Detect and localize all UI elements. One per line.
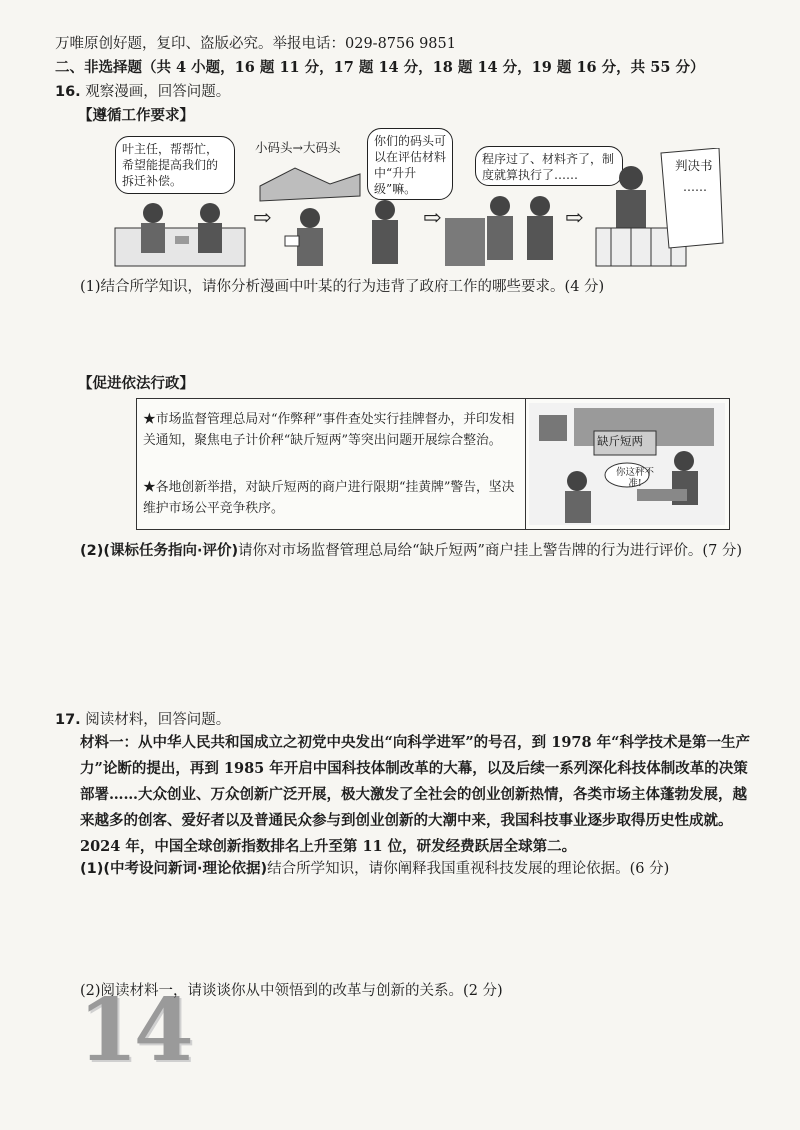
q17-material-text: 从中华人民共和国成立之初党中央发出“向科学进军”的号召，到 1978 年“科学技术是第一生产力”论断的提出，再到 1985 年开启中国科技体制改革的大幕，以及后续一系列深化科技体制改革的决策部署……大众创业、万众创新广泛开展，极大激发了全社会的创业创新热情，各类市场主体蓬勃发展，越来越多的创客、爱好者以及普通民众参与到创业创新的大潮中来，我国科技事业逐步取得历史性成就。2024 年，中国全球创新指数排名上升至第 11 位，研发经费跃居全球第二。: [80, 734, 750, 855]
comic-panel-3-figure: [345, 198, 425, 268]
q17-number: 17.: [55, 712, 81, 728]
q16-stem: 观察漫画，回答问题。: [85, 84, 231, 100]
material-divider: [525, 399, 526, 529]
material-bubble-text: 你这秤不准!: [615, 467, 654, 489]
comic-bubble-1: 叶主任，帮帮忙，希望能提高我们的拆迁补偿。: [115, 136, 235, 194]
comic-arrow-3: ⇨: [565, 206, 584, 231]
comic-bubble-4: 程序过了、材料齐了，制度就算执行了……: [475, 146, 623, 186]
q16-sub1: (1)结合所学知识，请你分析漫画中叶某的行为违背了政府工作的哪些要求。(4 分): [80, 279, 605, 295]
page-number: 14: [78, 980, 190, 1081]
copyright-notice: 万唯原创好题，复印、盗版必究。举报电话：029-8756 9851: [55, 36, 456, 52]
q17-header: [55, 710, 230, 730]
q17-material: [80, 730, 752, 860]
q17-sub1: [80, 858, 669, 880]
comic-arrow-1: ⇨: [253, 206, 272, 231]
q17-sub1-text: 结合所学知识，请你阐释我国重视科技发展的理论依据。(6 分): [267, 861, 670, 877]
q16-sub2-text: 请你对市场监督管理总局给“缺斤短两”商户挂上警告牌的行为进行评价。(7 分): [238, 543, 743, 559]
comic-arrow-2: ⇨: [423, 206, 442, 231]
comic-caption-2: 小码头→大码头: [255, 140, 341, 155]
q17-stem: 阅读材料，回答问题。: [85, 712, 231, 728]
q17-sub2: (2)阅读材料一，请谈谈你从中领悟到的改革与创新的关系。(2 分): [80, 983, 503, 999]
q16-number: 16.: [55, 84, 81, 100]
q16-material-box: [136, 398, 730, 530]
q17-material-label: 材料一：: [80, 734, 138, 751]
comic-bubble-3: 你们的码头可以在评估材料中“升升级”嘛。: [367, 128, 453, 200]
comic-verdict-dots: ……: [683, 180, 707, 194]
q16-sub2-label: (2)(课标任务指向·评价): [80, 543, 239, 559]
comic-panel-4-figures: [440, 188, 570, 268]
q16-part2-heading: 【促进依法行政】: [78, 375, 194, 392]
comic-strip: [105, 128, 725, 268]
comic-panel-1-figures: [105, 188, 255, 268]
q16-sub2: [80, 540, 755, 562]
material-sign-text: 缺斤短两: [597, 434, 643, 448]
q16-header: [55, 82, 230, 102]
material-line-2: ★各地创新举措，对缺斤短两的商户进行限期“挂黄牌”警告，坚决维护市场公平竞争秩序。: [143, 480, 515, 516]
section-title: 二、非选择题（共 4 小题，16 题 11 分，17 题 14 分，18 题 14 分，19 题 16 分，共 55 分）: [55, 59, 705, 76]
material-cartoon: [529, 403, 725, 525]
q16-part1-heading: 【遵循工作要求】: [78, 107, 194, 124]
material-line-1: ★市场监督管理总局对“作弊秤”事件查处实行挂牌督办，并印发相关通知，聚焦电子计价秤“缺斤短两”等突出问题开展综合整治。: [143, 412, 515, 448]
q17-sub1-label: (1)(中考设问新词·理论依据): [80, 861, 268, 877]
comic-verdict-sign: 判决书: [675, 158, 713, 173]
